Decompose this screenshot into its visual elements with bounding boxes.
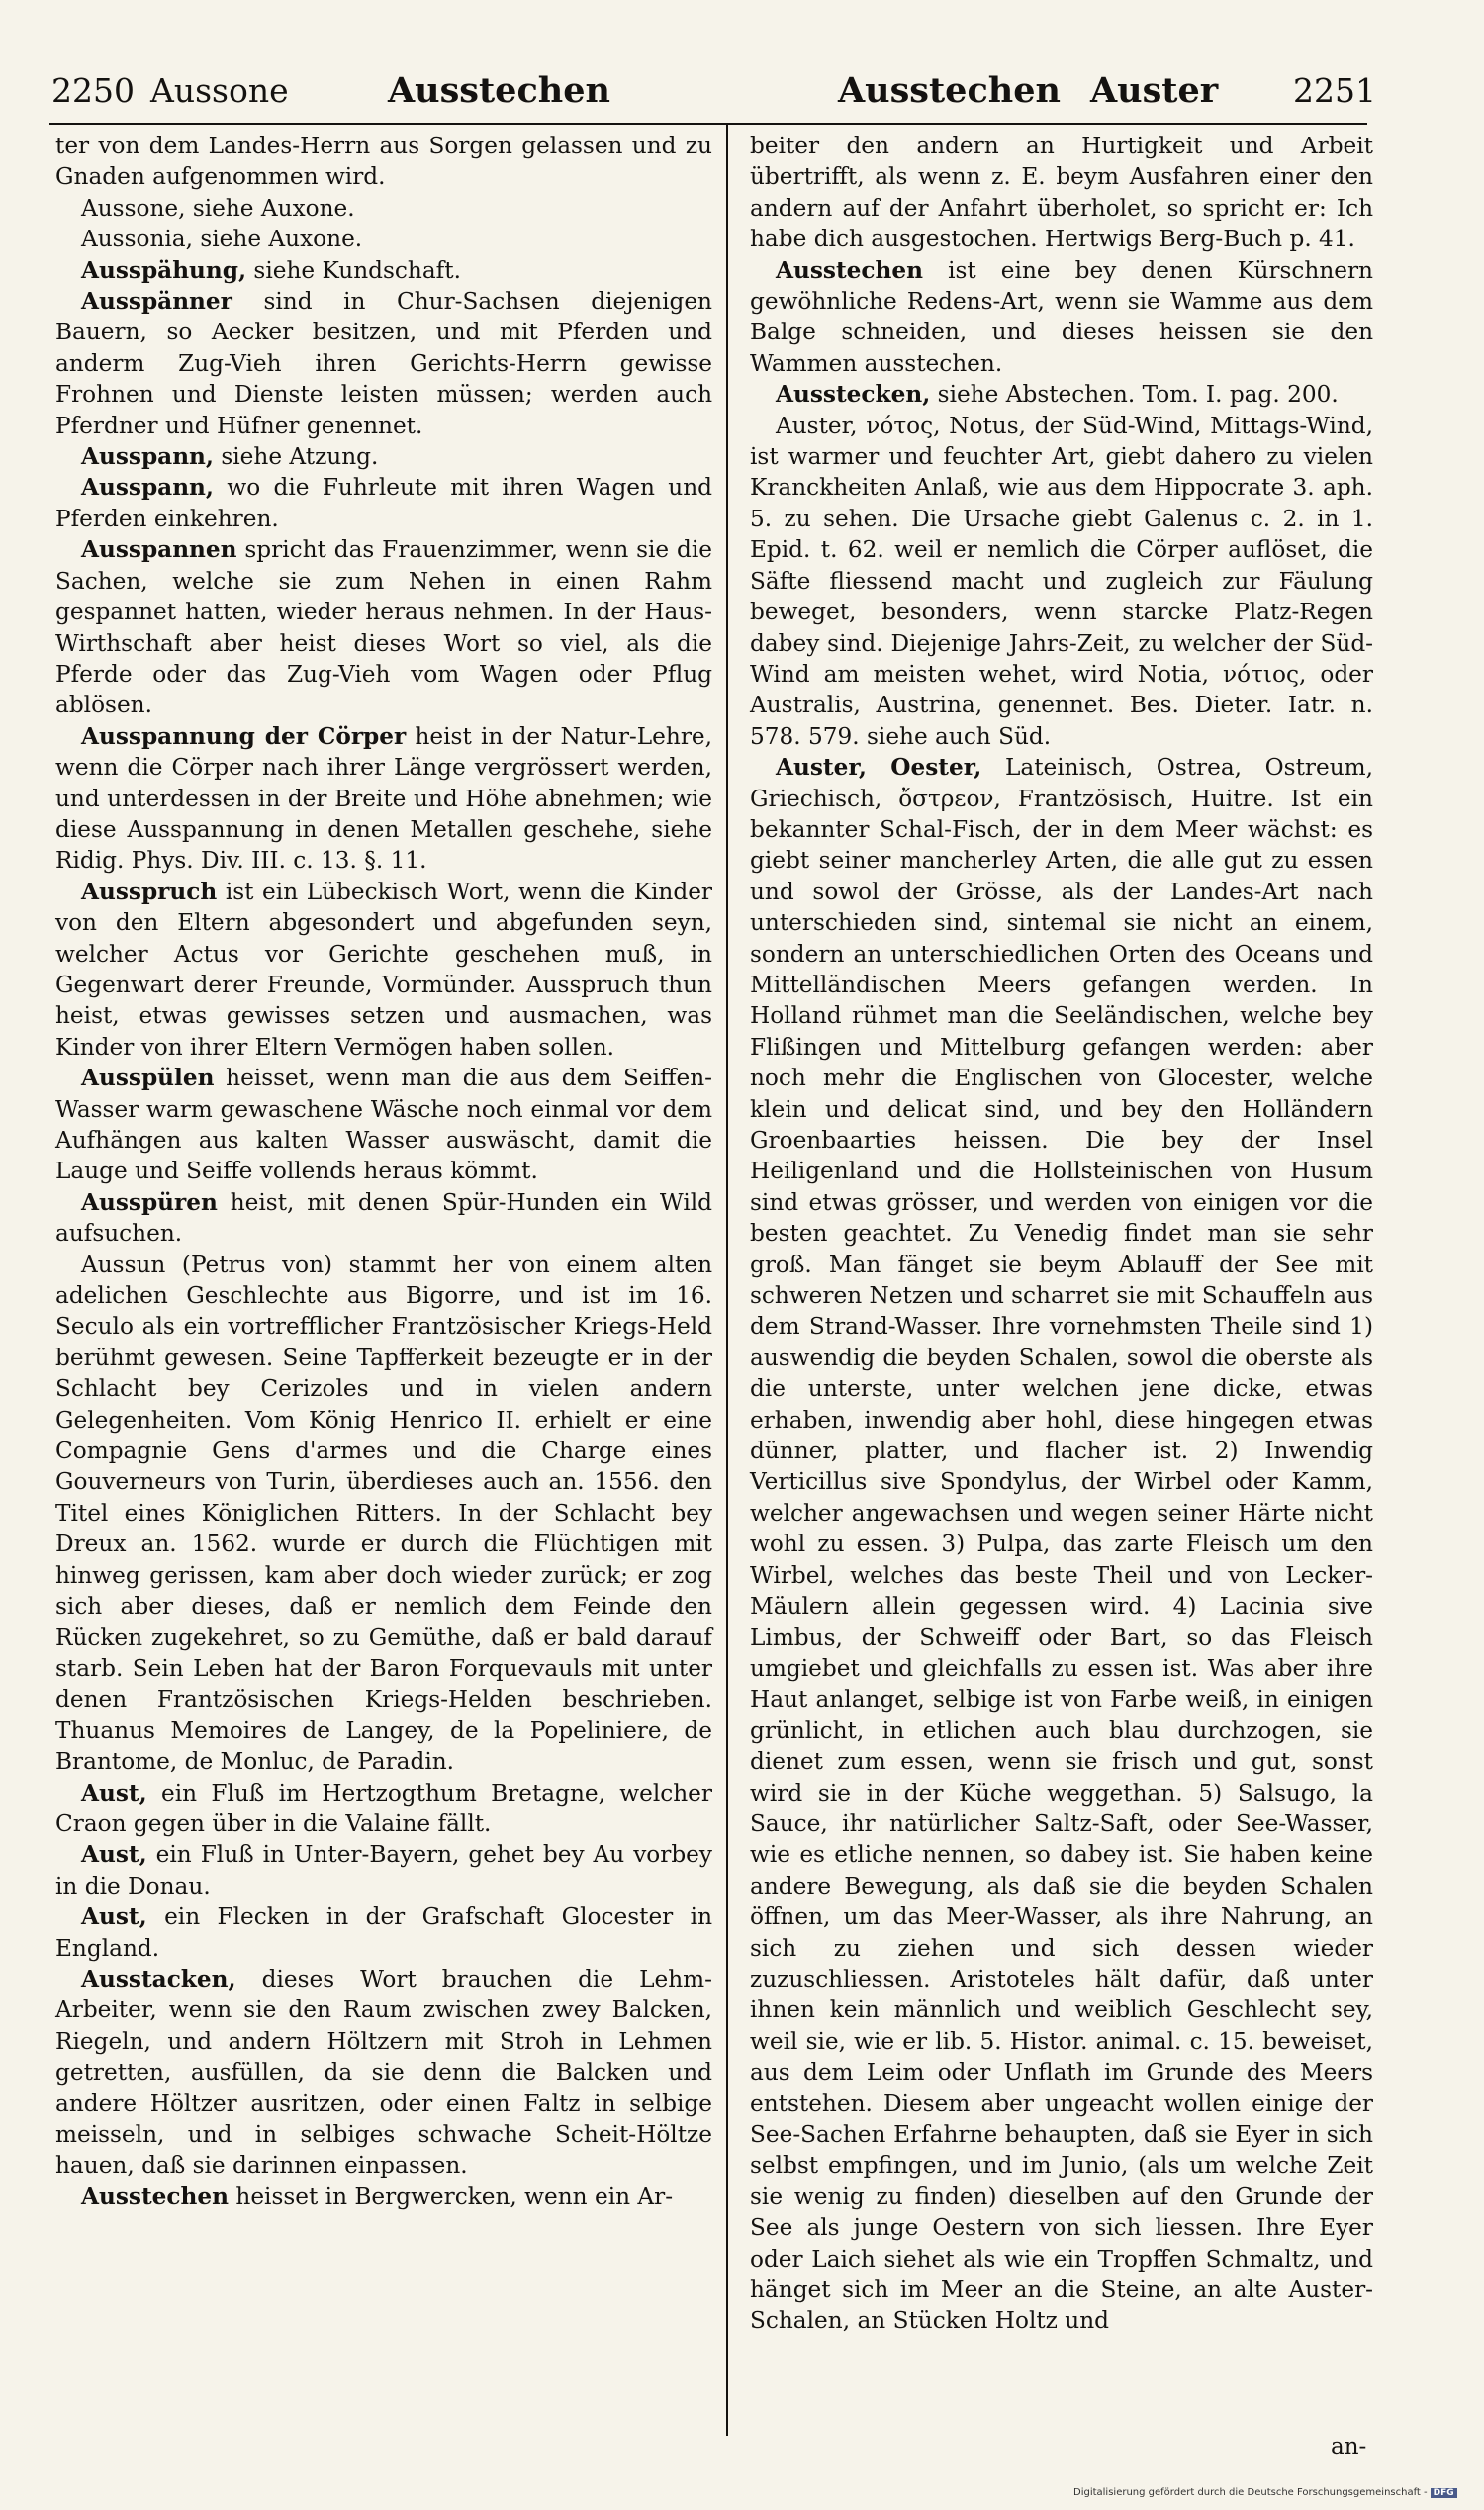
entry-headword: Aust, — [81, 1779, 147, 1807]
entry-text: Aussone, siehe Auxone. — [81, 194, 355, 222]
dictionary-entry — [750, 255, 1373, 380]
left-column — [55, 131, 712, 2212]
dictionary-entry — [55, 131, 712, 193]
entry-text: spricht das Frauenzimmer, wenn sie die Sachen, welche sie zum Nehen in einen Rahm gespannet hatten, wieder heraus nehmen. In der Haus-Wirthschaft aber heist dieses Wort so viel, als die Pferde oder das Zug-Vieh vom Wagen oder Pflug ablösen. — [55, 536, 712, 719]
header-title-left: Ausstechen — [388, 70, 610, 111]
dictionary-entry — [55, 255, 712, 286]
dictionary-entry — [750, 131, 1373, 255]
entry-text: ist ein Lübeckisch Wort, wenn die Kinder von den Eltern abgesondert und abgefunden seyn, welcher Actus vor Gerichte geschehen muß, in Gegenwart derer Freunde, Vormünder. Ausspruch thun heist, etwas gewisses setzen und ausmachen, was Kinder von ihrer Eltern Vermögen haben sollen. — [55, 878, 712, 1061]
dictionary-entry — [55, 286, 712, 441]
entry-text: ist eine bey denen Kürschnern gewöhnliche Redens-Art, wenn sie Wamme aus dem Balge schneiden, und dieses heissen sie den Wammen ausstechen. — [750, 256, 1373, 377]
catchword: an- — [1331, 2434, 1367, 2460]
header-word-right: Auster — [1090, 70, 1219, 111]
entry-text: sind in Chur-Sachsen diejenigen Bauern, so Aecker besitzen, und mit Pferden und anderm Zug-Vieh ihren Gerichts-Herrn gewisse Frohnen und Dienste leisten müssen; werden auch Pferdner und Hüfner genennet. — [55, 288, 712, 439]
entry-text: ter von dem Landes-Herrn aus Sorgen gelassen und zu Gnaden aufgenommen wird. — [55, 133, 712, 191]
dictionary-entry — [55, 1778, 712, 1840]
digitization-footer — [1073, 2487, 1457, 2498]
dictionary-entry — [55, 534, 712, 720]
entry-text: Lateinisch, Ostrea, Ostreum, Griechisch, ὄστρεον, Frantzösisch, Huitre. Ist ein bekannter Schal-Fisch, der in dem Meer wächst: es giebt seiner mancherley Arten, die alle gut zu essen und sowol der Grösse, als der Landes-Art nach unterschieden sind, sintemal sie nicht an einem, sondern an unterschiedlichen Orten des Oceans und Mittelländischen Meers gefangen werden. In Holland rühmet man die Seeländischen, welche bey Flißingen und Mittelburg gefangen werden: aber noch mehr die Englischen von Glocester, welche klein und delicat sind, und bey den Holländern Groenbaarties heissen. Die bey der Insel Heiligenland und die Hollsteinischen von Husum sind etwas grösser, und werden von einigen vor die besten geachtet. Zu Venedig findet man sie sehr groß. Man fänget sie beym Ablauff der See mit schweren Netzen und scharret sie mit Schauffeln aus dem Strand-Wasser. Ihre vornehmsten Theile sind 1) auswendig die beyden Schalen, sowol die oberste als die unterste, unter welchen jene dicke, etwas erhaben, inwendig aber hohl, diese hingegen etwas dünner, platter, und flacher ist. 2) Inwendig Verticillus sive Spondylus, der Wirbel oder Kamm, welcher angewachsen und wegen seiner Härte nicht wohl zu essen. 3) Pulpa, das zarte Fleisch um den Wirbel, welches das beste Theil und von Lecker-Mäulern allein gegessen wird. 4) Lacinia sive Limbus, der Schweiff oder Bart, so das Fleisch umgiebet und gleichfalls zu essen ist. Was aber ihre Haut anlanget, selbige ist von Farbe weiß, in einigen grünlicht, in etlichen auch blau durchzogen, sie dienet zum essen, wenn sie frisch und gut, sonst wird sie in der Küche weggethan. 5) Salsugo, la Sauce, ihr natürlicher Saltz-Saft, oder See-Wasser, wie es etliche nennen, so dabey ist. Sie haben keine andere Bewegung, als daß sie die beyden Schalen öffnen, um das Meer-Wasser, als ihre Nahrung, an sich zu ziehen und sich dessen wieder zuzuschliessen. Aristoteles hält dafür, daß unter ihnen kein männlich und weiblich Geschlecht sey, weil sie, wie er lib. 5. Histor. animal. c. 15. beweiset, aus dem Leim oder Unflath im Grunde des Meers entstehen. Diesem aber ungeacht wollen einige der See-Sachen Erfahrne behaupten, daß sie Eyer in sich selbst empfingen, und im Junio, (als um welche Zeit sie wenig zu finden) dieselben auf den Grunde der See als junge Oestern von sich liessen. Ihre Eyer oder Laich siehet als wie ein Tropffen Schmaltz, und hänget sich im Meer an die Steine, an alte Auster-Schalen, an Stücken Holtz und — [750, 754, 1374, 2335]
footer-text: Digitalisierung gefördert durch die Deutsche Forschungsgemeinschaft - — [1073, 2487, 1428, 2498]
entry-headword: Ausspänner — [81, 288, 232, 316]
dictionary-entry — [55, 2182, 712, 2212]
running-header — [51, 69, 1376, 125]
dfg-logo: DFG — [1431, 2488, 1457, 2498]
header-rule — [49, 123, 1367, 125]
entry-headword: Ausstechen — [81, 2183, 230, 2210]
entry-text: siehe Abstechen. Tom. I. pag. 200. — [930, 381, 1339, 409]
header-title-right: Ausstechen — [838, 70, 1061, 111]
entry-headword: Ausspann, — [81, 474, 214, 502]
entry-headword: Auster, Oester, — [776, 754, 982, 782]
entry-text: ein Fluß in Unter-Bayern, gehet bey Au vorbey in die Donau. — [55, 1841, 712, 1900]
dictionary-entry — [750, 752, 1373, 2337]
page-number-right: 2251 — [1293, 71, 1376, 110]
dictionary-entry — [55, 721, 712, 877]
entry-text: heist in der Natur-Lehre, wenn die Cörper nach ihrer Länge vergrössert werden, und unterdessen in der Breite und Höhe abnehmen; wie diese Ausspannung in denen Metallen geschehe, siehe Ridig. Phys. Div. III. c. 13. §. 11. — [55, 722, 712, 875]
entry-text: wo die Fuhrleute mit ihren Wagen und Pferden einkehren. — [55, 474, 712, 532]
dictionary-entry — [55, 472, 712, 534]
dictionary-entry — [55, 1964, 712, 2182]
entry-text: ein Fluß im Hertzogthum Bretagne, welcher Craon gegen über in die Valaine fällt. — [55, 1779, 712, 1837]
entry-text: heisset in Bergwercken, wenn ein Ar- — [229, 2183, 674, 2210]
entry-text: Aussonia, siehe Auxone. — [81, 226, 363, 253]
right-column — [750, 131, 1373, 2337]
entry-headword: Ausspruch — [81, 878, 218, 905]
dictionary-entry — [55, 1063, 712, 1187]
entry-headword: Ausstechen — [776, 256, 924, 284]
entry-headword: Ausspüren — [81, 1188, 218, 1216]
entry-text: Aussun (Petrus von) stammt her von einem alten adelichen Geschlechte aus Bigorre, und ist im 16. Seculo als ein vortrefflicher Frantzösischer Kriegs-Held berühmt gewesen. Seine Tapfferkeit bezeugte er in der Schlacht bey Cerizoles und in vielen andern Gelegenheiten. Vom König Henrico II. erhielt er eine Compagnie Gens d'armes und die Charge eines Gouverneurs von Turin, überdieses auch an. 1556. den Titel eines Königlichen Ritters. In der Schlacht bey Dreux an. 1562. wurde er durch die Flüchtigen mit hinweg gerissen, kam aber doch wieder zurück; er zog sich aber dieses, daß er nemlich dem Feinde den Rücken zugekehret, so zu Gemüthe, daß er bald darauf starb. Sein Leben hat der Baron Forquevauls mit unter denen Frantzösischen Kriegs-Helden beschrieben. Thuanus Memoires de Langey, de la Popeliniere, de Brantome, de Monluc, de Paradin. — [55, 1251, 712, 1776]
entry-headword: Ausspülen — [81, 1065, 215, 1092]
dictionary-entry — [55, 1250, 712, 1778]
dictionary-entry — [750, 379, 1373, 410]
entry-text: siehe Atzung. — [214, 443, 379, 471]
entry-text: siehe Kundschaft. — [246, 256, 461, 284]
entry-text: heist, mit denen Spür-Hunden ein Wild aufsuchen. — [55, 1188, 712, 1248]
dictionary-entry — [750, 411, 1373, 752]
entry-text: Auster, νότος, Notus, der Süd-Wind, Mittags-Wind, ist warmer und feuchter Art, giebt dahero zu vielen Kranckheiten Anlaß, wie aus dem Hippocrate 3. aph. 5. zu sehen. Die Ursache giebt Galenus c. 2. in 1. Epid. t. 62. weil er nemlich die Cörper auflöset, die Säfte fliessend macht und zugleich zur Fäulung beweget, besonders, wenn starcke Platz-Regen dabey sind. Diejenige Jahrs-Zeit, zu welcher der Süd-Wind am meisten wehet, wird Notia, νότιος, oder Australis, Austrina, genennet. Bes. Dieter. Iatr. n. 578. 579. siehe auch Süd. — [750, 412, 1373, 750]
entry-headword: Ausspann, — [81, 443, 214, 471]
dictionary-entry — [55, 224, 712, 254]
entry-headword: Ausspannen — [81, 536, 237, 564]
entry-headword: Aust, — [81, 1841, 147, 1869]
dictionary-entry — [55, 1839, 712, 1902]
entry-text: ein Flecken in der Grafschaft Glocester in England. — [55, 1904, 712, 1962]
entry-text: beiter den andern an Hurtigkeit und Arbeit übertrifft, als wenn z. E. beym Ausfahren einer den andern auf der Anfahrt überholet, so spricht er: Ich habe dich ausgestochen. Hertwigs Berg-Buch p. 41. — [750, 133, 1373, 253]
entry-text: dieses Wort brauchen die Lehm-Arbeiter, wenn sie den Raum zwischen zwey Balcken, Riegeln, und andern Höltzern mit Stroh in Lehmen getretten, ausfüllen, da sie denn die Balcken und andere Höltzer ausritzen, oder einen Faltz in selbige meisseln, und in selbiges schwache Scheit-Höltze hauen, daß sie darinnen einpassen. — [55, 1965, 712, 2180]
entry-headword: Ausspähung, — [81, 256, 247, 284]
dictionary-entry — [55, 441, 712, 472]
entry-headword: Ausspannung der Cörper — [81, 722, 407, 750]
dictionary-entry — [55, 1902, 712, 1964]
entry-headword: Ausstacken, — [81, 1965, 236, 1993]
page-number-left: 2250 — [51, 71, 135, 110]
entry-text: heisset, wenn man die aus dem Seiffen-Wasser warm gewaschene Wäsche noch einmal vor dem Aufhängen aus kalten Wasser auswäscht, damit die Lauge und Seiffe vollends heraus kömmt. — [55, 1065, 712, 1185]
entry-headword: Aust, — [81, 1904, 147, 1931]
column-divider — [726, 125, 728, 2436]
dictionary-entry — [55, 1187, 712, 1250]
dictionary-entry — [55, 877, 712, 1063]
entry-headword: Ausstecken, — [776, 381, 931, 409]
header-word-left: Aussone — [150, 71, 289, 110]
dictionary-entry — [55, 193, 712, 224]
